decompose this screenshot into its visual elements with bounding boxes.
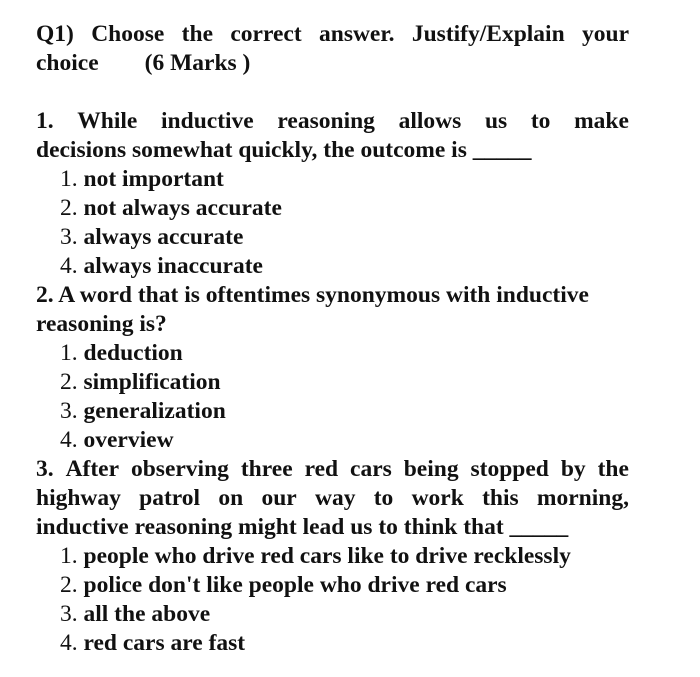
option-item[interactable] bbox=[60, 426, 629, 455]
question-word: way bbox=[314, 485, 356, 511]
option-text: not always accurate bbox=[83, 195, 282, 221]
instruction-word: correct bbox=[230, 21, 302, 47]
question-word: on bbox=[218, 485, 244, 511]
question-1-line-1 bbox=[36, 107, 629, 136]
option-item[interactable] bbox=[60, 600, 629, 629]
option-text: police don't like people who drive red cars bbox=[83, 572, 507, 598]
option-number: 4. bbox=[60, 427, 78, 453]
question-3-line-1 bbox=[36, 455, 629, 484]
option-text: red cars are fast bbox=[83, 630, 246, 656]
option-number: 3. bbox=[60, 398, 78, 424]
question-word: to bbox=[530, 108, 551, 134]
option-number: 1. bbox=[60, 543, 78, 569]
question-word: 1. bbox=[36, 108, 54, 134]
question-word: cars bbox=[350, 456, 392, 482]
option-text: not important bbox=[83, 166, 224, 192]
option-text: generalization bbox=[83, 398, 226, 424]
option-number: 3. bbox=[60, 224, 78, 250]
question-word: being bbox=[403, 456, 459, 482]
option-text: simplification bbox=[83, 369, 221, 395]
question-word: stopped bbox=[470, 456, 549, 482]
question-1-line-2: decisions somewhat quickly, the outcome is _____ bbox=[36, 137, 532, 163]
worksheet bbox=[36, 20, 629, 658]
option-text: always accurate bbox=[83, 224, 244, 250]
option-item[interactable] bbox=[60, 629, 629, 658]
spacer bbox=[36, 78, 629, 107]
question-word: make bbox=[574, 108, 629, 134]
option-number: 2. bbox=[60, 195, 78, 221]
question-word: by bbox=[560, 456, 586, 482]
option-item[interactable] bbox=[60, 165, 629, 194]
instruction-line-2 bbox=[36, 49, 629, 78]
option-item[interactable] bbox=[60, 252, 629, 281]
question-word: 3. bbox=[36, 456, 54, 482]
option-text: always inaccurate bbox=[83, 253, 263, 279]
option-number: 2. bbox=[60, 369, 78, 395]
option-text: people who drive red cars like to drive recklessly bbox=[83, 543, 571, 569]
question-word: this bbox=[482, 485, 519, 511]
option-number: 4. bbox=[60, 253, 78, 279]
question-3-line-2 bbox=[36, 484, 629, 513]
option-text: deduction bbox=[83, 340, 183, 366]
instruction-word: the bbox=[181, 21, 213, 47]
option-text: overview bbox=[83, 427, 174, 453]
option-item[interactable] bbox=[60, 397, 629, 426]
question-word: three bbox=[240, 456, 293, 482]
question-word: observing bbox=[130, 456, 229, 482]
option-number: 1. bbox=[60, 166, 78, 192]
question-word: inductive bbox=[161, 108, 254, 134]
option-item[interactable] bbox=[60, 571, 629, 600]
question-word: While bbox=[77, 108, 138, 134]
question-word: allows bbox=[398, 108, 462, 134]
instruction-word: Choose bbox=[91, 21, 165, 47]
question-word: our bbox=[261, 485, 297, 511]
question-2-line-2: reasoning is? bbox=[36, 311, 167, 337]
question-word: morning, bbox=[536, 485, 629, 511]
question-word: the bbox=[597, 456, 629, 482]
question-word: work bbox=[411, 485, 464, 511]
marks-label: (6 Marks ) bbox=[144, 50, 251, 76]
question-word: red bbox=[304, 456, 339, 482]
question-word: reasoning bbox=[277, 108, 375, 134]
option-number: 2. bbox=[60, 572, 78, 598]
question-3-line-3: inductive reasoning might lead us to think that _____ bbox=[36, 514, 569, 540]
option-number: 1. bbox=[60, 340, 78, 366]
instruction-word: answer. bbox=[319, 21, 395, 47]
question-word: patrol bbox=[139, 485, 201, 511]
option-item[interactable] bbox=[60, 194, 629, 223]
option-item[interactable] bbox=[60, 223, 629, 252]
question-word: us bbox=[484, 108, 508, 134]
instruction-word: Justify/Explain bbox=[411, 21, 565, 47]
instruction-word: your bbox=[582, 21, 629, 47]
question-3-options bbox=[36, 542, 629, 658]
option-number: 3. bbox=[60, 601, 78, 627]
instruction-word: choice bbox=[36, 50, 99, 76]
question-word: to bbox=[373, 485, 394, 511]
question-2-options bbox=[36, 339, 629, 455]
question-2-line-1: 2. A word that is oftentimes synonymous with inductive bbox=[36, 282, 589, 308]
option-item[interactable] bbox=[60, 542, 629, 571]
option-number: 4. bbox=[60, 630, 78, 656]
option-text: all the above bbox=[83, 601, 211, 627]
option-item[interactable] bbox=[60, 368, 629, 397]
question-1-options bbox=[36, 165, 629, 281]
instruction-line-1 bbox=[36, 20, 629, 49]
question-word: After bbox=[65, 456, 120, 482]
question-word: highway bbox=[36, 485, 121, 511]
option-item[interactable] bbox=[60, 339, 629, 368]
instruction-word: Q1) bbox=[36, 21, 74, 47]
